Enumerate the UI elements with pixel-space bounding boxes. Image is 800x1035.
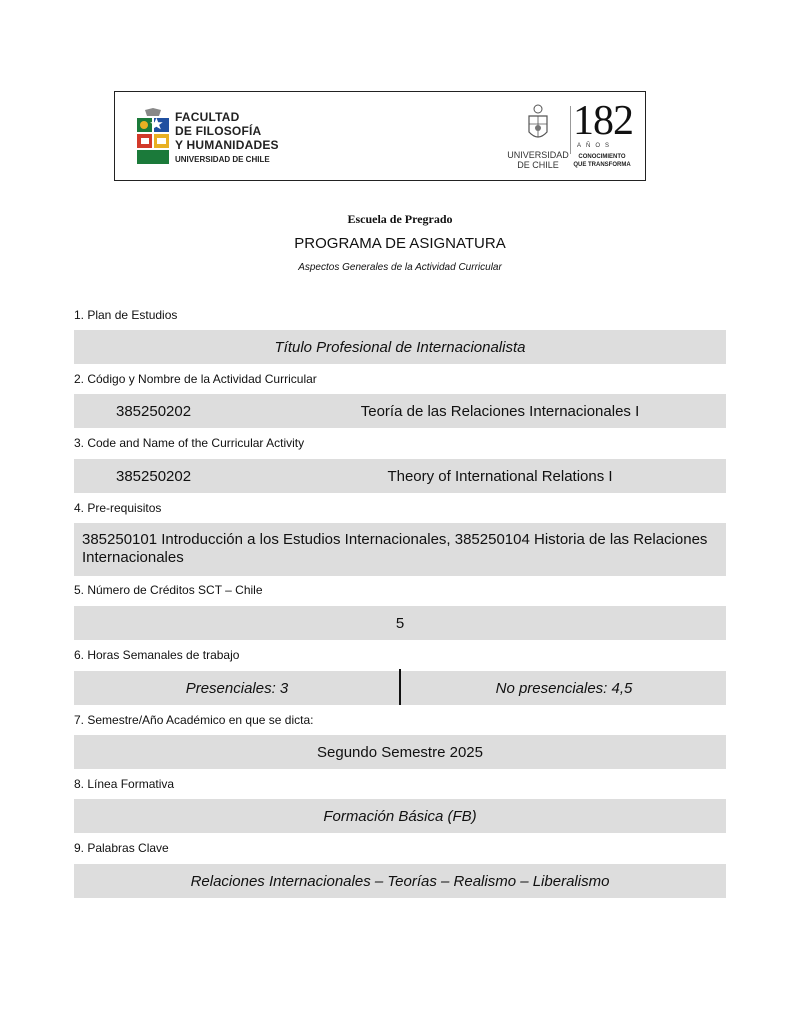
university-line-1: UNIVERSIDAD [507, 150, 569, 160]
faculty-university: UNIVERSIDAD DE CHILE [175, 155, 270, 164]
faculty-line-2: DE FILOSOFÍA [175, 124, 262, 138]
header-logo-box [114, 91, 646, 181]
horas-no-presenciales: No presenciales: 4,5 [495, 679, 633, 697]
tagline-line-1: CONOCIMIENTO [578, 154, 626, 160]
horas-row [74, 671, 726, 705]
horas-label: 6. Horas Semanales de trabajo [74, 648, 240, 662]
palabras-value: Relaciones Internacionales – Teorías – Realismo – Liberalismo [74, 864, 726, 898]
anniversary-years: AÑOS [577, 143, 615, 149]
plan-label: 1. Plan de Estudios [74, 308, 178, 322]
school-title: Escuela de Pregrado [347, 212, 453, 226]
horas-divider [399, 669, 401, 705]
linea-value: Formación Básica (FB) [74, 799, 726, 833]
faculty-name [175, 110, 279, 167]
code-en-label: 3. Code and Name of the Curricular Activity [74, 436, 305, 450]
creditos-label: 5. Número de Créditos SCT – Chile [74, 583, 263, 597]
university-line-2: DE CHILE [517, 160, 559, 170]
code-en-row [74, 459, 726, 493]
codigo-code: 385250202 [116, 402, 192, 420]
creditos-value: 5 [74, 606, 726, 640]
palabras-label: 9. Palabras Clave [74, 841, 169, 855]
tagline-line-2: QUE TRANSFORMA [573, 162, 631, 168]
code-en-name: Theory of International Relations I [387, 467, 613, 485]
linea-label: 8. Línea Formativa [74, 777, 175, 791]
logo-divider [570, 106, 571, 154]
codigo-row [74, 394, 726, 428]
university-name [507, 150, 569, 170]
university-crest-icon [525, 104, 551, 146]
semestre-value: Segundo Semestre 2025 [74, 735, 726, 769]
plan-value: Título Profesional de Internacionalista [74, 330, 726, 364]
codigo-name: Teoría de las Relaciones Internacionales I [360, 402, 640, 420]
semestre-label: 7. Semestre/Año Académico en que se dicta: [74, 713, 314, 727]
prereq-value: 385250101 Introducción a los Estudios Internacionales, 385250104 Historia de las Relaciones Internacionales [74, 523, 726, 576]
faculty-line-1: FACULTAD [175, 110, 240, 124]
program-subtitle: Aspectos Generales de la Actividad Curricular [298, 262, 502, 273]
anniversary-tagline [573, 153, 631, 169]
program-title: PROGRAMA DE ASIGNATURA [294, 235, 506, 252]
anniversary-number: 182 [573, 98, 633, 144]
faculty-line-3: Y HUMANIDADES [175, 138, 279, 152]
code-en-code: 385250202 [116, 467, 192, 485]
prereq-label: 4. Pre-requisitos [74, 501, 162, 515]
faculty-shield-logo [135, 108, 171, 166]
codigo-label: 2. Código y Nombre de la Actividad Curricular [74, 372, 317, 386]
horas-presenciales: Presenciales: 3 [185, 679, 289, 697]
